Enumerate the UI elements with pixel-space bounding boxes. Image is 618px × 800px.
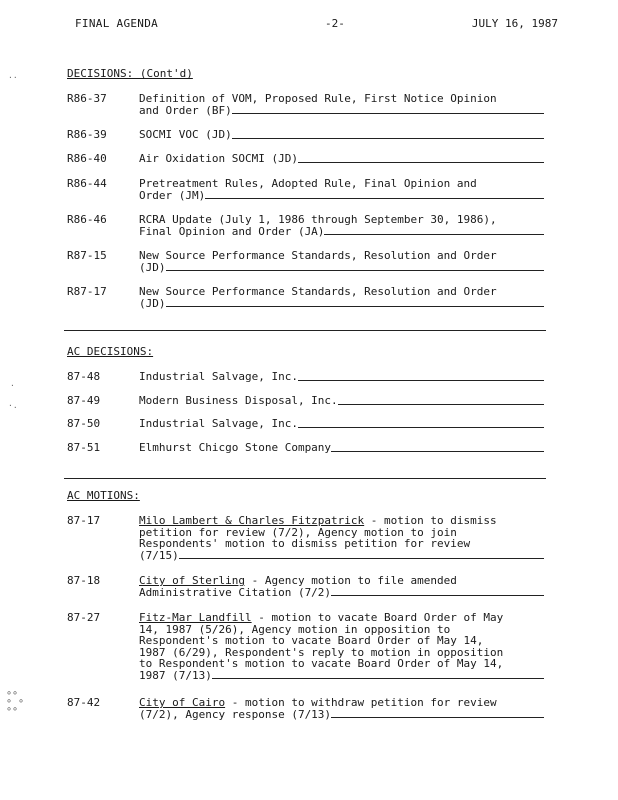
description-line: New Source Performance Standards, Resolution and Order <box>139 285 497 298</box>
blank-line <box>166 298 545 308</box>
party-name: Fitz-Mar Landfill <box>139 611 252 624</box>
decision-r86-46 <box>67 214 557 237</box>
motion-text: - motion to withdraw petition for review <box>225 696 497 709</box>
punch-hole-mark: ∘∘ ∘ ∘ ∘∘ <box>6 688 25 715</box>
docket-number: R86-40 <box>67 152 107 165</box>
blank-line <box>324 226 544 236</box>
description-line: (7/2), Agency response (7/13) <box>139 707 332 721</box>
blank-line <box>298 153 544 163</box>
case-name: Industrial Salvage, Inc. <box>139 370 298 383</box>
page-number: -2- <box>325 17 345 30</box>
page-header <box>75 18 558 30</box>
ac-motion-87-27 <box>67 612 557 681</box>
ac-decision-87-49 <box>67 395 557 407</box>
docket-number: 87-18 <box>67 574 101 587</box>
party-name: Milo Lambert & Charles Fitzpatrick <box>139 514 365 527</box>
motion-text: - motion to vacate Board Order of May <box>251 611 504 624</box>
margin-mark: ·· <box>8 73 18 82</box>
section-divider <box>64 330 546 331</box>
docket-number: 87-17 <box>67 514 101 527</box>
docket-number: 87-48 <box>67 370 101 383</box>
case-name: Elmhurst Chicgo Stone Company <box>139 441 332 454</box>
description-line: Respondent's motion to vacate Board Order of May 14, <box>139 634 484 647</box>
description-line: 1987 (6/29), Respondent's reply to motion in opposition <box>139 645 504 659</box>
description-line: RCRA Update (July 1, 1986 through September 30, 1986), <box>139 213 497 226</box>
ac-decisions-heading: AC DECISIONS: <box>67 345 154 358</box>
docket-number: 87-51 <box>67 441 101 454</box>
motion-text: - Agency motion to file amended <box>244 574 457 587</box>
blank-line <box>298 371 544 381</box>
docket-number: R87-17 <box>67 285 107 298</box>
docket-number: 87-42 <box>67 696 101 709</box>
docket-number: R86-44 <box>67 177 107 190</box>
decision-r86-44 <box>67 178 557 201</box>
docket-number: 87-50 <box>67 417 101 430</box>
section-divider <box>64 478 546 479</box>
ac-decision-87-48 <box>67 371 557 383</box>
ac-motion-87-42 <box>67 697 557 720</box>
margin-mark: ·. <box>8 401 18 410</box>
blank-line <box>232 129 544 139</box>
docket-number: 87-27 <box>67 611 101 624</box>
motion-text: - motion to dismiss <box>364 514 497 527</box>
ac-motion-87-17 <box>67 515 557 561</box>
blank-line <box>232 105 544 115</box>
blank-line <box>331 709 544 719</box>
description-line: SOCMI VOC (JD) <box>139 128 232 141</box>
description-line: Definition of VOM, Proposed Rule, First Notice Opinion <box>139 92 497 105</box>
blank-line <box>298 418 544 428</box>
description-line: Administrative Citation (7/2) <box>139 585 332 599</box>
description-line: (JD) <box>139 296 166 310</box>
docket-number: R86-39 <box>67 128 107 141</box>
description-line: Air Oxidation SOCMI (JD) <box>139 152 298 165</box>
blank-line <box>338 395 544 405</box>
description-line: 1987 (7/13) <box>139 668 212 682</box>
blank-line <box>212 670 544 680</box>
blank-line <box>331 442 544 452</box>
decision-r86-40 <box>67 153 557 165</box>
description-line: Order (JM) <box>139 188 206 202</box>
agenda-title: FINAL AGENDA <box>75 17 159 30</box>
party-name: City of Sterling <box>139 574 245 587</box>
decisions-heading: DECISIONS: (Cont'd) <box>67 67 193 80</box>
description-line: petition for review (7/2), Agency motion to join <box>139 525 457 539</box>
decision-r86-37 <box>67 93 557 116</box>
case-name: Industrial Salvage, Inc. <box>139 417 298 430</box>
description-line: (7/15) <box>139 548 179 562</box>
description-line: Final Opinion and Order (JA) <box>139 224 325 238</box>
docket-number: 87-49 <box>67 394 101 407</box>
party-name: City of Cairo <box>139 696 226 709</box>
blank-line <box>179 550 544 560</box>
description-line: and Order (BF) <box>139 103 232 117</box>
ac-motion-87-18 <box>67 575 557 598</box>
ac-decision-87-51 <box>67 442 557 454</box>
ac-motions-heading: AC MOTIONS: <box>67 489 140 502</box>
blank-line <box>166 262 545 272</box>
decision-r86-39 <box>67 129 557 141</box>
decision-r87-17 <box>67 286 557 309</box>
description-line: New Source Performance Standards, Resolution and Order <box>139 249 497 262</box>
blank-line <box>205 190 544 200</box>
description-line: to Respondent's motion to vacate Board Order of May 14, <box>139 657 504 670</box>
docket-number: R86-46 <box>67 213 107 226</box>
ac-decision-87-50 <box>67 418 557 430</box>
description-line: (JD) <box>139 260 166 274</box>
margin-mark: · <box>10 381 15 390</box>
docket-number: R86-37 <box>67 92 107 105</box>
agenda-date: JULY 16, 1987 <box>471 17 558 30</box>
decision-r87-15 <box>67 250 557 273</box>
description-line: Pretreatment Rules, Adopted Rule, Final Opinion and <box>139 177 477 190</box>
docket-number: R87-15 <box>67 249 107 262</box>
description-line: 14, 1987 (5/26), Agency motion in opposition to <box>139 622 451 636</box>
description-line: Respondents' motion to dismiss petition for review <box>139 537 471 550</box>
case-name: Modern Business Disposal, Inc. <box>139 394 338 407</box>
blank-line <box>331 587 544 597</box>
